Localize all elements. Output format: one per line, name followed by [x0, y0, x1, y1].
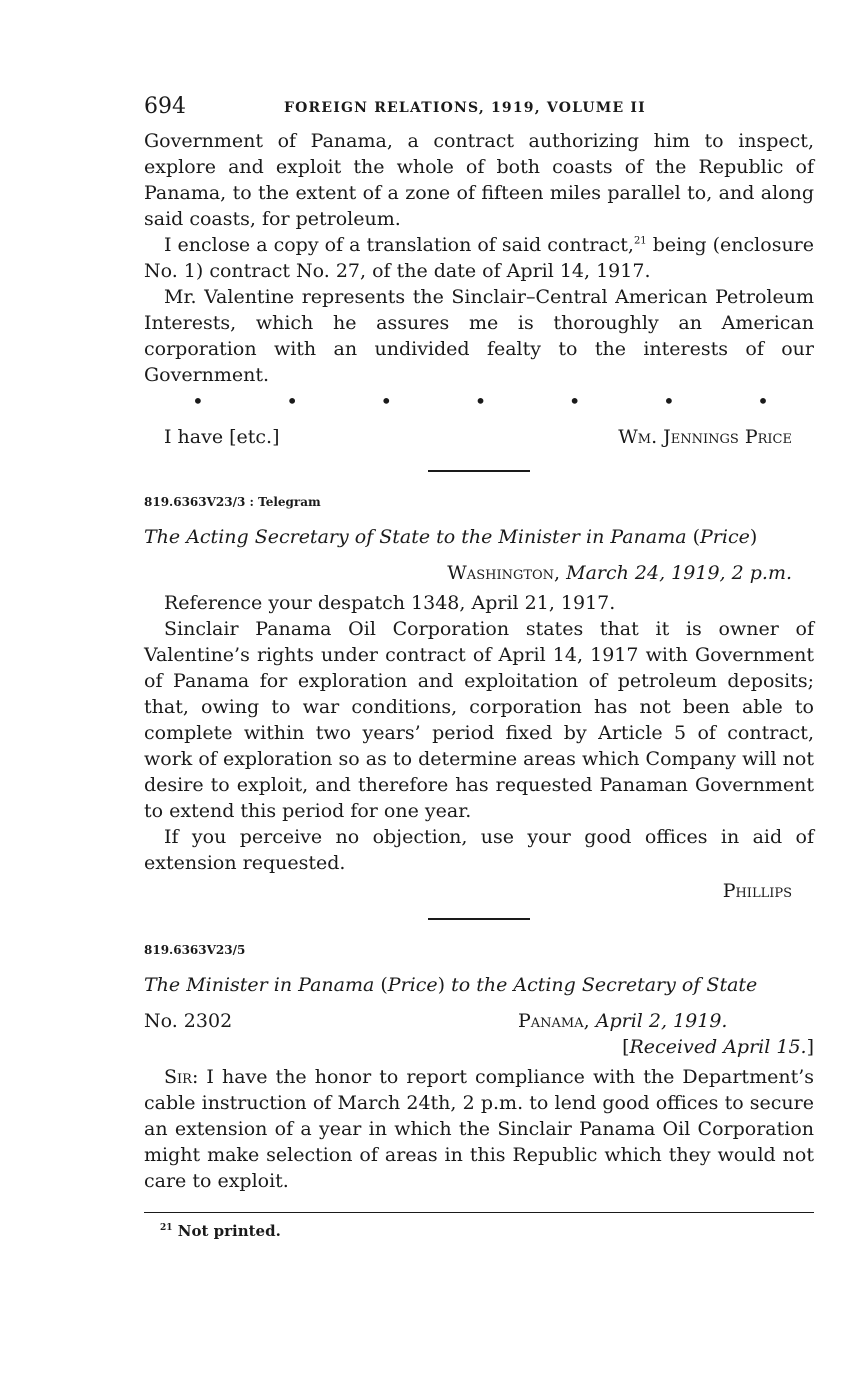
ellipsis-dot: • [380, 389, 393, 413]
title-paren: ( [692, 526, 701, 548]
dateline-separator: , [583, 1010, 596, 1032]
section-divider [428, 918, 530, 920]
paragraph [144, 232, 814, 284]
received-text: Received April 15. [629, 1036, 807, 1058]
signature: Wm. Jennings Price [618, 426, 792, 448]
closing-row [144, 424, 814, 450]
paragraph: If you perceive no objection, use your good offices in aid of extension requested. [144, 826, 814, 874]
bracket: [ [622, 1036, 630, 1058]
ellipsis-dot: • [192, 389, 204, 413]
title-text: The Acting Secretary of State to the Minister in Panama [144, 526, 693, 548]
ellipsis-dot: • [662, 389, 675, 413]
despatch-document [144, 942, 814, 1194]
section-divider [428, 470, 530, 472]
footnote-marker: 21 [633, 235, 647, 247]
closing: I have [etc.] [164, 426, 280, 448]
running-head: FOREIGN RELATIONS, 1919, VOLUME II [284, 100, 646, 116]
document-title [144, 524, 814, 550]
dateline-date: March 24, 1919, 2 p.m. [566, 562, 792, 584]
ellipsis-row [144, 388, 814, 416]
footnote-text: Not printed. [172, 1222, 281, 1240]
paragraph: Reference your despatch 1348, April 21, 1917. [164, 592, 616, 614]
ellipsis-dot: • [474, 389, 487, 413]
paragraph: Sinclair Panama Oil Corporation states that it is owner of Valentine’s rights under contract of April 14, 1917 with Government of Panama for exploration and exploitation of petroleum deposits; that, owing to war conditions, corporation has not been able to complete within two years’ period fixed by Article 5 of contract, work of exploration so as to determine areas which Company will not desire to exploit, and therefore has requested Panaman Government to extend this period for one year. [144, 618, 814, 822]
letter-continuation [144, 128, 814, 450]
title-name: Price [387, 974, 438, 996]
footnote [144, 1221, 814, 1241]
paragraph-text: : I have the honor to report compliance with the Department’s cable instruction of March 24th, 2 p.m. to lend good offices to secure an extension of a year in which the Sinclair Panama Oil Corporation might make selection of areas in this Republic which they would not care to exploit. [144, 1066, 814, 1192]
salutation: Sir [164, 1066, 192, 1088]
paragraph: Government of Panama, a contract authorizing him to inspect, explore and exploit the whole of both coasts of the Republic of Panama, to the extent of a zone of fifteen miles parallel to, and along said coasts, for petroleum. [144, 130, 814, 230]
paragraph-text: being (enclosure No. 1) contract No. 27, of the date of April 14, 1917. [144, 234, 815, 282]
footnote-marker: 21 [160, 1223, 173, 1233]
ellipsis-dot: • [757, 389, 769, 413]
title-paren: ) [749, 526, 758, 548]
dateline [144, 560, 814, 586]
title-paren: ( [380, 974, 388, 996]
ellipsis-dot: • [568, 389, 581, 413]
title-name: Price [700, 526, 750, 548]
dateline-separator: , [554, 562, 567, 584]
telegram-document [144, 494, 814, 904]
file-reference: 819.6363V23/3 : Telegram [144, 495, 321, 509]
paragraph-text: I enclose a copy of a translation of said contract, [164, 234, 634, 256]
number-date-row [144, 1008, 814, 1034]
despatch-number: No. 2302 [144, 1010, 233, 1032]
file-reference: 819.6363V23/5 [144, 943, 246, 957]
dateline [518, 1008, 727, 1034]
title-text: The Minister in Panama [144, 974, 381, 996]
dateline-date: April 2, 1919. [595, 1010, 728, 1032]
ellipsis-dot: • [286, 389, 298, 413]
bracket: ] [806, 1036, 814, 1058]
received-date [144, 1034, 814, 1060]
title-paren: ) [437, 974, 446, 996]
footnote-divider [144, 1212, 814, 1213]
dateline-place: Washington [447, 562, 555, 584]
page-number: 694 [144, 94, 186, 119]
signature: Phillips [722, 880, 792, 902]
title-text: to the Acting Secretary of State [445, 974, 758, 996]
paragraph [144, 1064, 814, 1194]
document-title [144, 972, 814, 998]
page-header [144, 92, 814, 128]
dateline-place: Panama [518, 1010, 584, 1032]
document-page [144, 92, 814, 1241]
paragraph: Mr. Valentine represents the Sinclair–Central American Petroleum Interests, which he assures me is thoroughly an American corporation with an undivided fealty to the interests of our Government. [144, 286, 814, 386]
